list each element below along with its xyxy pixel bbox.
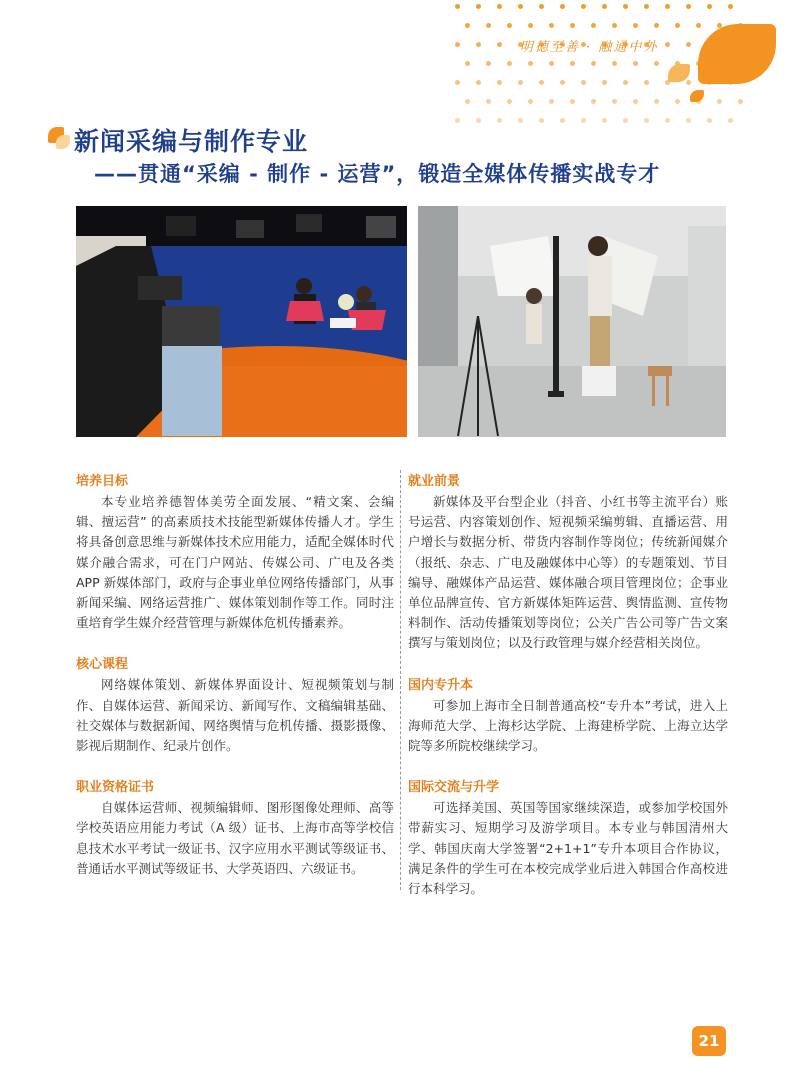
decorative-dot [665, 42, 670, 47]
column-divider [400, 470, 401, 890]
section-heading: 国际交流与升学 [408, 780, 500, 796]
decorative-dot [476, 80, 481, 85]
section-heading: 职业资格证书 [76, 780, 155, 796]
decorative-dot [570, 23, 575, 28]
decorative-dot [465, 23, 470, 28]
decorative-dot [738, 99, 743, 104]
decorative-dot [728, 4, 733, 9]
decorative-dot [581, 4, 586, 9]
decorative-dot [539, 4, 544, 9]
section-body: 可选择美国、英国等国家继续深造，或参加学校国外带薪实习、短期学习及游学项目。本专业与韩国清州大学、韩国庆南大学签署“2+1+1”专升本项目合作协议，满足条件的学生可在本校完成学业后进入韩国合作高校进行本科学习。 [408, 800, 728, 897]
decorative-dot [528, 61, 533, 66]
section-body: 新媒体及平台型企业（抖音、小红书等主流平台）账号运营、内容策划创作、短视频采编剪辑、直播运营、用户增长与数据分析、带货内容制作等岗位；传统新闻媒介（报纸、杂志、广电及融媒体中心等）的专题策划、节目编导、融媒体产品运营、媒体融合项目管理岗位；企事业单位品牌宣传、官方新媒体矩阵运营、舆情监测、宣传物料制作、活动传播策划等岗位；公关广告公司等广告文案撰写与策划岗位；以及行政管理与媒介经营相关岗位。 [408, 494, 728, 651]
decorative-dot [654, 23, 659, 28]
decorative-dot [549, 99, 554, 104]
decorative-dot [633, 99, 638, 104]
decorative-dot [455, 80, 460, 85]
right-column [408, 472, 728, 921]
section-heading: 培养目标 [76, 474, 129, 489]
section-body: 网络媒体策划、新媒体界面设计、短视频策划与制作、自媒体运营、新闻采访、新闻写作、文稿编辑基础、社交媒体与数据新闻、网络舆情与危机传播、摄影摄像、影视后期制作、纪录片创作。 [76, 677, 394, 754]
decorative-dot [486, 61, 491, 66]
section-heading: 核心课程 [76, 657, 129, 673]
decorative-dot [476, 4, 481, 9]
decorative-dot [539, 118, 544, 123]
decorative-dot [507, 23, 512, 28]
decorative-dot [623, 4, 628, 9]
decorative-dot [455, 118, 460, 123]
decorative-dot [602, 4, 607, 9]
decorative-dot [581, 118, 586, 123]
decorative-dot [465, 61, 470, 66]
decorative-dot [686, 118, 691, 123]
section-training-goals [76, 472, 394, 633]
decorative-dot [497, 42, 502, 47]
decorative-dot [602, 80, 607, 85]
decorative-dot [686, 4, 691, 9]
decorative-dot [623, 118, 628, 123]
decorative-dot [581, 80, 586, 85]
section-career-prospects [408, 472, 728, 654]
section-heading: 就业前景 [408, 474, 461, 489]
decorative-dot [728, 118, 733, 123]
decorative-dot [675, 99, 680, 104]
decorative-dot [476, 118, 481, 123]
decorative-dot [560, 118, 565, 123]
decorative-dot [612, 61, 617, 66]
decorative-dot [539, 80, 544, 85]
decorative-dot [686, 80, 691, 85]
decorative-dot [675, 23, 680, 28]
decorative-dot [570, 61, 575, 66]
decorative-dot [707, 118, 712, 123]
decorative-dot [633, 23, 638, 28]
decorative-dot [528, 99, 533, 104]
decorative-dot [560, 80, 565, 85]
decorative-dot [591, 99, 596, 104]
section-body: 自媒体运营师、视频编辑师、图形图像处理师、高等学校英语应用能力考试（A 级）证书、上海市高等学校信息技术水平考试一级证书、汉字应用水平测试等级证书、普通话水平测试等级证书、大学英语四、六级证书。 [76, 800, 394, 876]
decorative-dot [455, 4, 460, 9]
decorative-dot [570, 99, 575, 104]
decorative-dot [455, 42, 460, 47]
section-heading: 国内专升本 [408, 677, 474, 693]
page-title: 新闻采编与制作专业 [74, 127, 309, 156]
decorative-dot [602, 118, 607, 123]
decorative-dot [696, 23, 701, 28]
decorative-dot [560, 4, 565, 9]
page-number: 21 [692, 1026, 726, 1056]
left-column [76, 472, 394, 901]
decorative-dot [707, 4, 712, 9]
section-core-courses [76, 655, 394, 756]
decorative-dot [623, 80, 628, 85]
section-body: 本专业培养德智体美劳全面发展、“精文案、会编辑、擅运营” 的高素质技术技能型新媒体传播人才。学生将具备创意思维与新媒体技术应用能力，适配全媒体时代媒介融合需求，可在门户网站、传媒公司、广电及各类 APP 新媒体部门，政府与企事业单位网络传播部门，从事新闻采编、网络运营推广、媒体策划制作等工作。同时注重培育学生媒介经营管理与新媒体危机传播素养。 [76, 494, 394, 631]
decorative-dot [654, 61, 659, 66]
decorative-dot [528, 23, 533, 28]
decorative-dot [633, 61, 638, 66]
decorative-dot [591, 61, 596, 66]
decorative-dot [518, 118, 523, 123]
decorative-dot [612, 23, 617, 28]
decorative-dot [612, 99, 617, 104]
decorative-dot [665, 4, 670, 9]
decorative-dot [497, 118, 502, 123]
decorative-dot [717, 99, 722, 104]
decorative-dot [486, 23, 491, 28]
decorative-dot [476, 42, 481, 47]
photo-studio-photo [418, 206, 726, 437]
section-domestic-upgrade [408, 676, 728, 757]
decorative-dot [686, 42, 691, 47]
decorative-dot [644, 80, 649, 85]
leaf-icon [48, 127, 70, 149]
decorative-dot [465, 99, 470, 104]
decorative-dot [644, 4, 649, 9]
decorative-dot [591, 23, 596, 28]
decorative-dot [644, 118, 649, 123]
decorative-dot [518, 4, 523, 9]
section-international-exchange [408, 778, 728, 899]
decorative-dot [665, 118, 670, 123]
decorative-dot [486, 99, 491, 104]
section-certificates [76, 778, 394, 879]
header-slogan: 明德至善 · 融通中外 [520, 40, 659, 55]
decorative-dot [507, 61, 512, 66]
decorative-dot [549, 61, 554, 66]
studio-interview-photo [76, 206, 407, 437]
decorative-dot [507, 99, 512, 104]
decorative-dot [497, 80, 502, 85]
decorative-dot [497, 4, 502, 9]
decorative-dot [654, 99, 659, 104]
page-subtitle: ——贯通“采编 - 制作 - 运营”，锻造全媒体传播实战专才 [94, 162, 661, 186]
decorative-dot [518, 80, 523, 85]
decorative-dot [549, 23, 554, 28]
section-body: 可参加上海市全日制普通高校“专升本”考试，进入上海师范大学、上海杉达学院、上海建桥学院、上海立达学院等多所院校继续学习。 [408, 697, 728, 754]
